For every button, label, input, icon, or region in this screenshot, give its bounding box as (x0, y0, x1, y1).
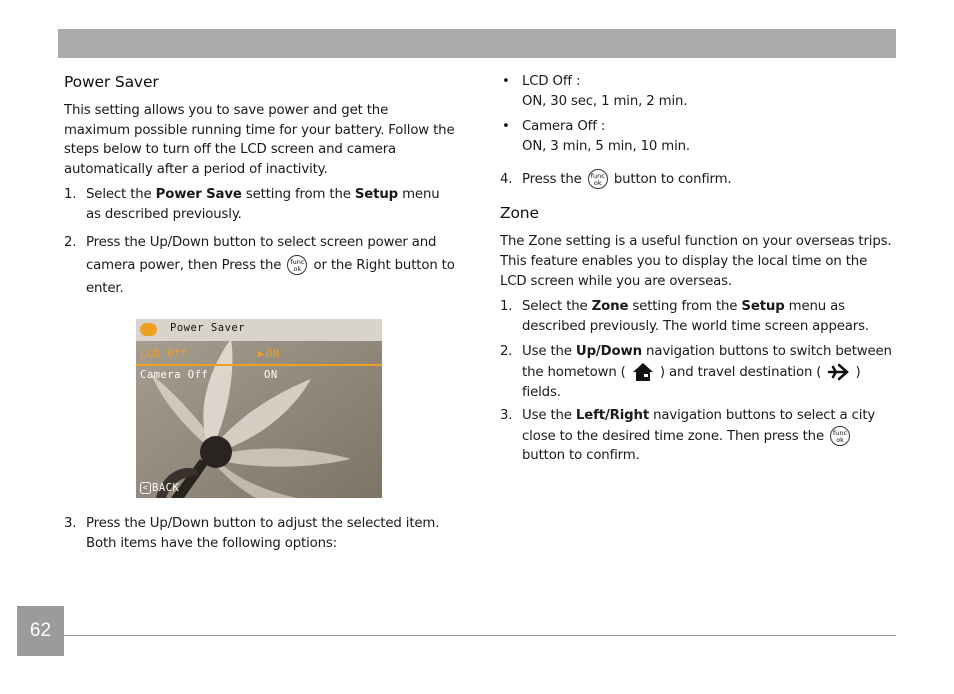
step-number: 2. (500, 344, 513, 360)
screen-row-lcd-off-value: ON (266, 348, 280, 360)
bullet: • (502, 119, 510, 135)
zone-step-2 (500, 342, 896, 402)
step-bold-text: Power Save (155, 187, 242, 203)
left-column-lower (64, 514, 456, 553)
step-bold-text: Setup (354, 187, 399, 203)
step-text: setting from the (241, 187, 355, 203)
func-ok-button-icon (287, 255, 307, 275)
step-text: ) fields. (522, 364, 861, 400)
step-4 (500, 168, 896, 191)
option-camera-off (500, 117, 896, 156)
selected-arrow-icon: ▶ (258, 348, 265, 360)
func-label: func (590, 172, 605, 181)
step-number: 3. (64, 516, 77, 531)
option-label: Camera Off : (522, 119, 606, 135)
step-3 (64, 514, 456, 553)
option-lcd-off (500, 72, 896, 111)
step-bold-text: Up/Down (575, 344, 642, 360)
func-ok-button-icon (588, 169, 608, 189)
step-bold-text: Left/Right (575, 408, 650, 424)
zone-intro: The Zone setting is a useful function on your overseas trips. This feature enables you to display the local time on the LCD screen while you are overseas. (500, 234, 892, 289)
step-bold-text: Zone (591, 299, 629, 315)
func-label: func (290, 257, 305, 266)
home-icon (632, 362, 654, 382)
page-number: 62 (17, 606, 64, 656)
step-number: 3. (500, 408, 513, 424)
screen-row-camera-off-label: Camera Off (140, 369, 209, 381)
zone-step-1 (500, 297, 896, 336)
step-number: 2. (64, 234, 77, 250)
flower-photo (136, 319, 382, 498)
zone-step-3 (500, 406, 896, 466)
step-text: Use the (522, 344, 576, 360)
func-label: func (833, 428, 848, 437)
step-text: Press the Up/Down button to adjust the selected item. Both items have the following options: (86, 516, 440, 551)
header-bar (58, 29, 896, 58)
step-text: button to confirm. (609, 172, 732, 188)
step-text: Select the (86, 187, 156, 203)
step-text: navigation buttons to select a city close to the desired time zone. Then press the (522, 408, 876, 444)
ok-label: ok (293, 264, 302, 273)
power-saver-intro: This setting allows you to save power and get the maximum possible running time for your battery. Follow the steps below to turn off the LCD screen and camera automatically after a period of inactivity. (64, 103, 455, 177)
screen-back-label: BACK (152, 482, 180, 494)
step-text: navigation buttons to switch between the hometown ( (522, 344, 892, 380)
step-number: 1. (500, 299, 513, 315)
ok-label: ok (593, 179, 602, 188)
left-column (64, 72, 456, 300)
step-text: menu as described previously. The world time screen appears. (522, 299, 869, 334)
option-values: ON, 3 min, 5 min, 10 min. (522, 138, 690, 154)
step-1 (64, 185, 456, 224)
step-text: Press the (522, 172, 586, 188)
power-saver-steps (64, 185, 456, 299)
func-ok-button-icon (830, 426, 850, 446)
step-number: 4. (500, 172, 513, 188)
step-bold-text: Setup (741, 299, 785, 315)
power-saver-heading: Power Saver (64, 73, 159, 91)
option-label: LCD Off : (522, 74, 581, 89)
back-icon: < (140, 482, 151, 494)
airplane-icon (827, 362, 849, 382)
ok-label: ok (836, 435, 844, 444)
step-text: Select the (522, 299, 592, 315)
footer-divider (64, 635, 896, 636)
step-text: Use the (522, 408, 576, 424)
step-text: ) and travel destination ( (655, 364, 826, 380)
screen-row-lcd-off-label: LCD Off (140, 348, 188, 360)
step-2 (64, 231, 456, 300)
step-text: menu as described previously. (86, 187, 440, 222)
option-values: ON, 30 sec, 1 min, 2 min. (522, 93, 688, 109)
zone-heading: Zone (500, 204, 539, 223)
camera-screen-image (136, 319, 382, 498)
screen-title: Power Saver (170, 322, 246, 334)
step-text: or the Right button to enter. (86, 257, 455, 296)
step-number: 1. (64, 187, 77, 203)
step-text: button to confirm. (522, 448, 640, 464)
step-text: Press the Up/Down button to select screen power and camera power, then Press the (86, 234, 437, 273)
step-text: setting from the (628, 299, 742, 315)
bullet: • (502, 74, 510, 89)
screen-mode-icon (140, 323, 157, 336)
zone-steps (500, 297, 896, 466)
right-column (500, 72, 896, 466)
screen-row-camera-off-value: ON (264, 369, 278, 381)
